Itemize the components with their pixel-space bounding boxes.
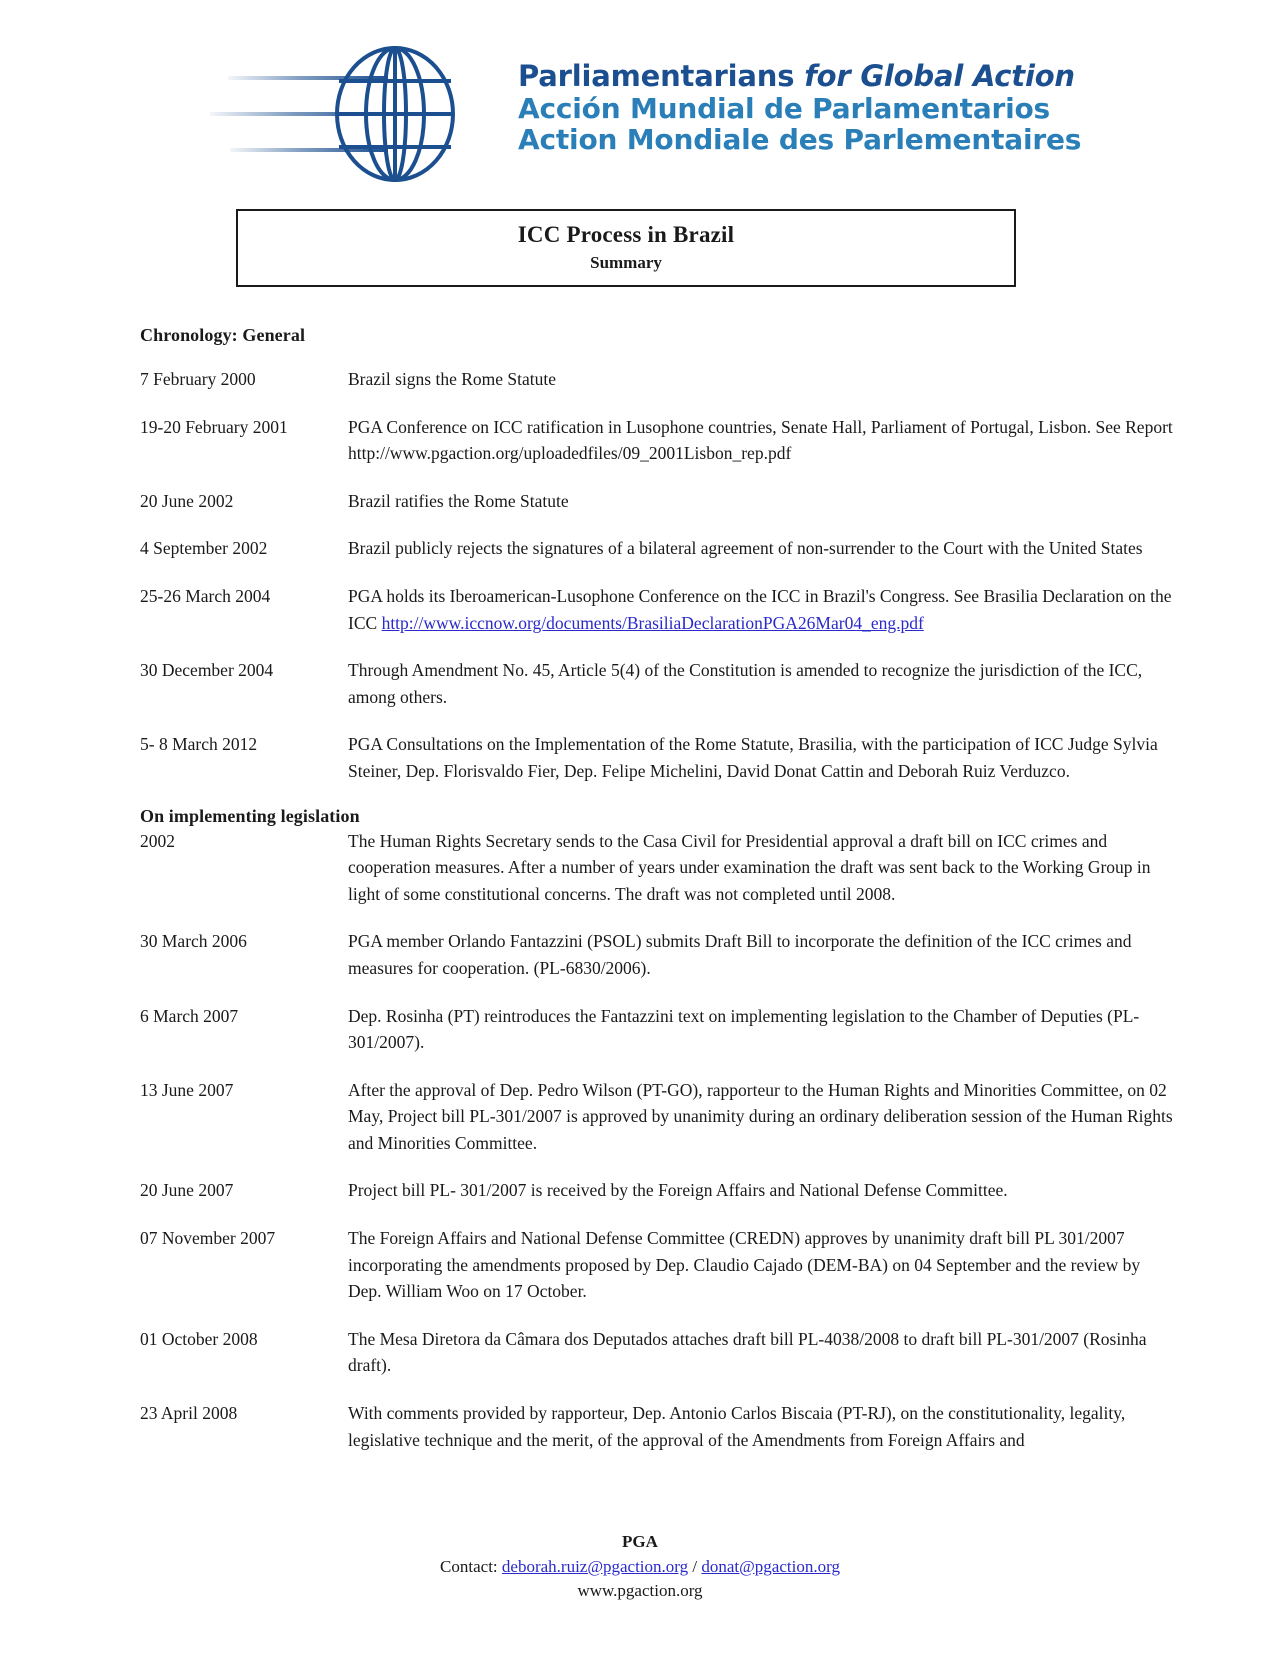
logo-line-english-italic: for Global Action <box>804 59 1075 93</box>
page-footer <box>0 1530 1280 1604</box>
entry-description: After the approval of Dep. Pedro Wilson (PT-GO), rapporteur to the Human Rights and Minorities Committee, on 02 May, Project bill PL-301/2007 is approved by unanimity during an ordinary deliberation session of the Human Rights and Minorities Committee. <box>348 1079 1173 1153</box>
page-title: ICC Process in Brazil <box>517 222 735 248</box>
entry-date: 23 April 2008 <box>140 1403 238 1424</box>
logo-line-english-plain: Parliamentarians <box>518 59 805 93</box>
entry-date: 13 June 2007 <box>140 1079 234 1100</box>
section-heading: Chronology: General <box>140 325 306 345</box>
document-body <box>140 325 1175 1474</box>
chronology-entry <box>140 535 1175 562</box>
footer-website: www.pgaction.org <box>577 1581 703 1601</box>
entry-date: 2002 <box>140 830 175 851</box>
contact-email-deborah-link[interactable]: deborah.ruiz@pgaction.org <box>501 1556 689 1576</box>
chronology-entry <box>140 1326 1175 1379</box>
entry-date: 5- 8 March 2012 <box>140 734 258 755</box>
logo-line-french: Action Mondiale des Parlementaires <box>518 123 1082 157</box>
organization-logo <box>210 46 1082 186</box>
section-implementing-legislation <box>140 806 1175 1454</box>
chronology-entry <box>140 488 1175 515</box>
chronology-entry <box>140 928 1175 981</box>
entry-description <box>348 583 1175 636</box>
chronology-entry <box>140 657 1175 710</box>
section-chronology-general <box>140 325 1175 785</box>
footer-email-separator: / <box>688 1556 702 1576</box>
entry-description: Brazil signs the Rome Statute <box>348 369 557 389</box>
entry-description: The Foreign Affairs and National Defense Committee (CREDN) approves by unanimity draft bill PL 301/2007 incorporating the amendments proposed by Dep. Claudio Cajado (DEM-BA) on 04 September and the review by Dep. William Woo on 17 October. <box>348 1228 1141 1302</box>
footer-contact-label: Contact: <box>440 1556 502 1576</box>
footer-org-name: PGA <box>622 1532 658 1551</box>
entry-description: PGA Conference on ICC ratification in Lusophone countries, Senate Hall, Parliament of Portugal, Lisbon. See Report http://www.pgaction.org/uploadedfiles/09_2001Lisbon_rep.pdf <box>348 416 1173 464</box>
entry-date: 07 November 2007 <box>140 1228 276 1249</box>
logo-line-spanish: Acción Mundial de Parlamentarios <box>518 91 1051 125</box>
entry-description: Project bill PL- 301/2007 is received by the Foreign Affairs and National Defense Committee. <box>348 1180 1008 1201</box>
entry-date: 6 March 2007 <box>140 1005 239 1026</box>
contact-email-donat-link[interactable]: donat@pgaction.org <box>701 1556 840 1576</box>
entry-date: 19-20 February 2001 <box>140 416 288 437</box>
chronology-entry <box>140 828 1175 908</box>
entry-description: With comments provided by rapporteur, Dep. Antonio Carlos Biscaia (PT-RJ), on the constitutionality, legality, legislative technique and the merit, of the approval of the Amendments from Foreign Affairs and <box>348 1403 1126 1450</box>
entry-date: 20 June 2007 <box>140 1180 234 1201</box>
footer-contact-line <box>0 1555 1280 1580</box>
chronology-entry <box>140 1077 1175 1157</box>
entry-description: Brazil ratifies the Rome Statute <box>348 490 569 511</box>
entry-description: Through Amendment No. 45, Article 5(4) of the Constitution is amended to recognize the jurisdiction of the ICC, among others. <box>348 660 1143 707</box>
entry-date: 01 October 2008 <box>140 1328 258 1349</box>
chronology-entry <box>140 366 1175 393</box>
entry-date: 7 February 2000 <box>140 369 256 389</box>
entry-date: 25-26 March 2004 <box>140 585 271 606</box>
entry-date: 20 June 2002 <box>140 490 234 511</box>
chronology-entry <box>140 1400 1175 1453</box>
entry-text-before-link: PGA holds its Iberoamerican-Lusophone Conference on the ICC in Brazil's Congress. See Brasilia Declaration on the ICC <box>348 585 1172 633</box>
chronology-entry <box>140 731 1175 784</box>
entry-date: 30 December 2004 <box>140 660 274 681</box>
entry-description: PGA Consultations on the Implementation of the Rome Statute, Brasilia, with the participation of ICC Judge Sylvia Steiner, Dep. Florisvaldo Fier, Dep. Felipe Michelini, David Donat Cattin and Deborah Ruiz Verduzco. <box>348 734 1158 781</box>
chronology-entry <box>140 583 1175 636</box>
entry-description: The Mesa Diretora da Câmara dos Deputados attaches draft bill PL-4038/2008 to draft bill PL-301/2007 (Rosinha draft). <box>348 1328 1147 1376</box>
entry-date: 4 September 2002 <box>140 538 268 559</box>
logo-wordmark <box>518 46 1081 156</box>
document-title-box <box>236 209 1016 287</box>
logo-line-english <box>518 60 1081 93</box>
chronology-entry <box>140 1003 1175 1056</box>
entry-description: Dep. Rosinha (PT) reintroduces the Fantazzini text on implementing legislation to the Chamber of Deputies (PL-301/2007). <box>348 1005 1140 1053</box>
entry-description: The Human Rights Secretary sends to the Casa Civil for Presidential approval a draft bill on ICC crimes and cooperation measures. After a number of years under examination the draft was sent back to the Working Group in light of some constitutional concerns. The draft was not completed until 2008. <box>348 830 1151 904</box>
chronology-entry <box>140 1177 1175 1204</box>
entry-date: 30 March 2006 <box>140 931 247 952</box>
globe-icon <box>210 46 510 186</box>
brasilia-declaration-link[interactable]: http://www.iccnow.org/documents/BrasiliaDeclarationPGA26Mar04_eng.pdf <box>381 612 924 633</box>
entry-description: PGA member Orlando Fantazzini (PSOL) submits Draft Bill to incorporate the definition of the ICC crimes and measures for cooperation. (PL-6830/2006). <box>348 931 1132 978</box>
entry-description: Brazil publicly rejects the signatures of a bilateral agreement of non-surrender to the Court with the United States <box>348 538 1143 559</box>
chronology-entry <box>140 414 1175 467</box>
section-heading: On implementing legislation <box>140 805 360 826</box>
chronology-entry <box>140 1225 1175 1305</box>
page-subtitle: Summary <box>590 252 662 272</box>
